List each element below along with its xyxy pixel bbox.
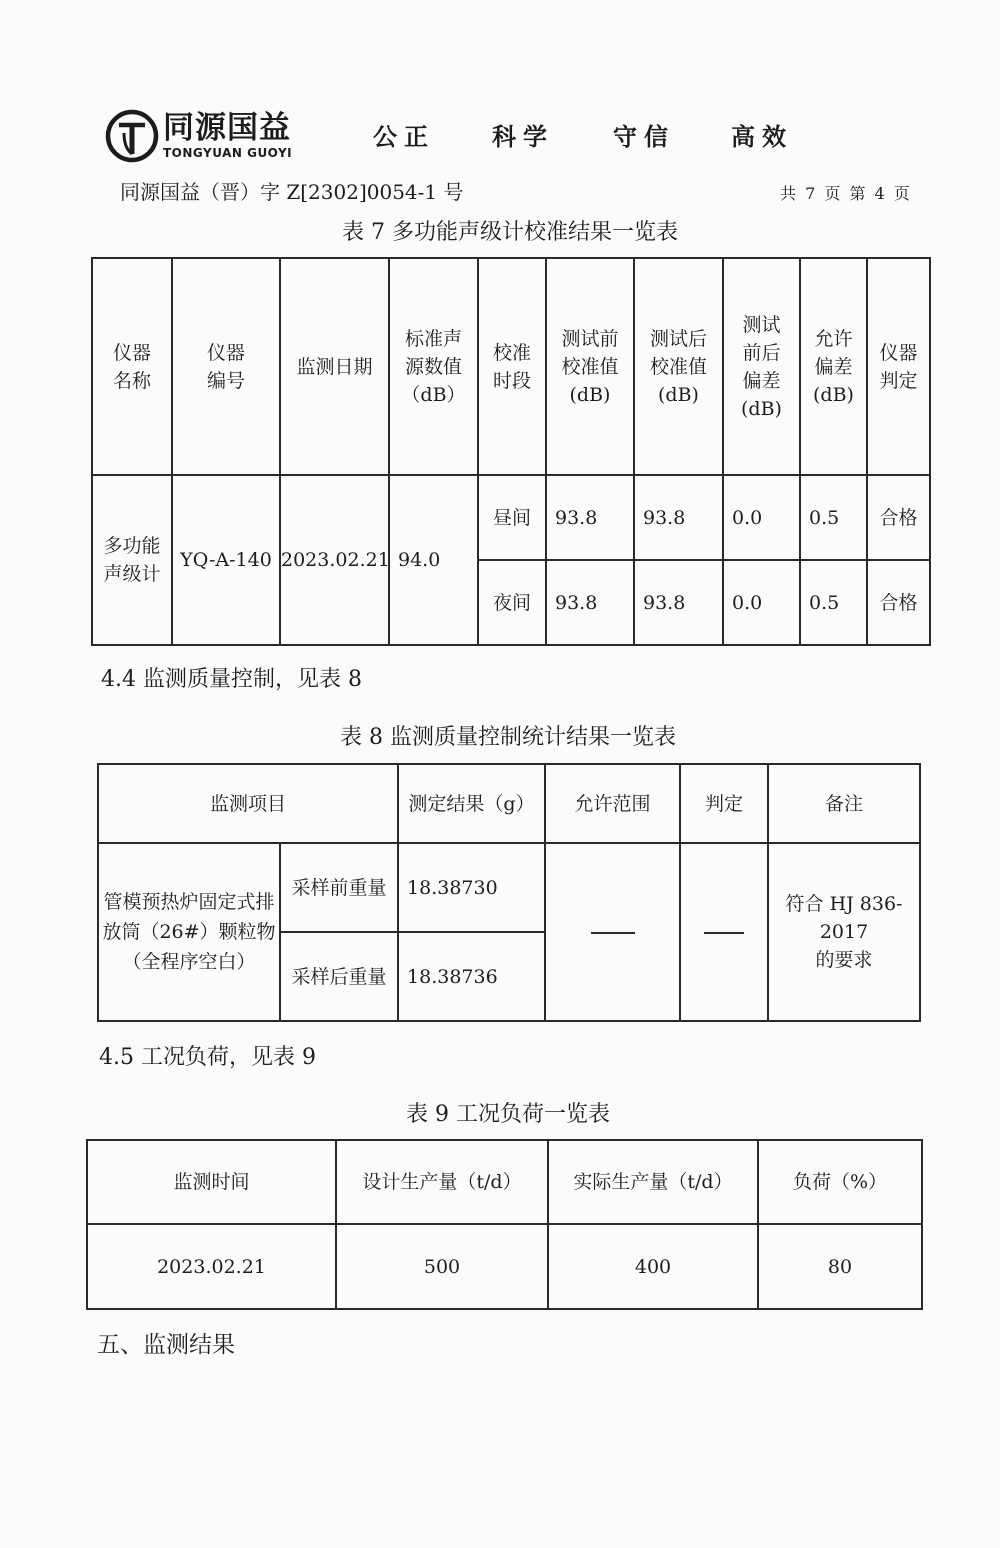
table8-header-cell: 监测项目 (98, 764, 398, 843)
table7-header-cell: 测试前 校准值 (dB) (546, 258, 634, 475)
after-value: 93.8 (634, 475, 723, 560)
table9-header-cell: 负荷（%） (758, 1140, 922, 1224)
company-name-en: TONGYUAN GUOYI (163, 146, 293, 160)
weight-value: 18.38730 (398, 843, 545, 932)
table8-header-cell: 备注 (768, 764, 920, 843)
weight-value: 18.38736 (398, 932, 545, 1021)
table-row (87, 1224, 922, 1309)
table7-header-cell: 标准声 源数值 （dB） (389, 258, 478, 475)
table7-calibration (91, 257, 931, 646)
motto-item: 高效 (731, 123, 793, 151)
monitoring-item: 管模预热炉固定式排 放筒（26#）颗粒物 （全程序空白） (98, 843, 280, 1021)
after-value: 93.8 (634, 560, 723, 645)
table7-header-cell: 仪器 判定 (867, 258, 930, 475)
table-row (98, 843, 920, 932)
allowed-deviation: 0.5 (800, 475, 867, 560)
section-4-4-heading: 4.4 监测质量控制，见表 8 (101, 667, 362, 692)
deviation-value: 0.0 (723, 475, 800, 560)
table7-header-cell: 测试 前后 偏差 (dB) (723, 258, 800, 475)
motto-item: 守信 (613, 123, 675, 151)
table7-header-cell: 校准 时段 (478, 258, 546, 475)
table7-header-cell: 仪器 编号 (172, 258, 280, 475)
deviation-value: 0.0 (723, 560, 800, 645)
company-name-cn: 同源国益 (163, 110, 291, 146)
table9-header-cell: 监测时间 (87, 1140, 336, 1224)
judgement: 合格 (867, 475, 930, 560)
motto-item: 公正 (373, 123, 435, 151)
instrument-name: 多功能 声级计 (92, 475, 172, 645)
judgement: 合格 (867, 560, 930, 645)
table9-header-cell: 实际生产量（t/d） (548, 1140, 758, 1224)
table-row (92, 475, 930, 560)
dash-mark (704, 932, 744, 934)
table9-caption: 表 9 工况负荷一览表 (406, 1102, 610, 1127)
table9-working-load (86, 1139, 923, 1310)
standard-value: 94.0 (389, 475, 478, 645)
calibration-period: 夜间 (478, 560, 546, 645)
remark: 符合 HJ 836-2017 的要求 (768, 843, 920, 1021)
calibration-period: 昼间 (478, 475, 546, 560)
judgement (680, 843, 768, 1021)
table8-header-cell: 允许范围 (545, 764, 680, 843)
monitoring-date: 2023.02.21 (280, 475, 389, 645)
design-output: 500 (336, 1224, 548, 1309)
document-number: 同源国益（晋）字 Z[2302]0054-1 号 (120, 180, 464, 204)
company-logo-icon (104, 108, 160, 164)
table8-caption: 表 8 监测质量控制统计结果一览表 (340, 725, 676, 750)
motto-item: 科学 (492, 123, 554, 151)
table8-header-cell: 测定结果（g） (398, 764, 545, 843)
allowed-deviation: 0.5 (800, 560, 867, 645)
before-value: 93.8 (546, 475, 634, 560)
section-5-heading: 五、监测结果 (97, 1332, 235, 1358)
monitoring-time: 2023.02.21 (87, 1224, 336, 1309)
table9-header-cell: 设计生产量（t/d） (336, 1140, 548, 1224)
section-4-5-heading: 4.5 工况负荷，见表 9 (99, 1045, 316, 1070)
table7-header-cell: 测试后 校准值 (dB) (634, 258, 723, 475)
table7-header-cell: 允许 偏差 (dB) (800, 258, 867, 475)
table7-header-cell: 监测日期 (280, 258, 389, 475)
dash-mark (591, 932, 635, 934)
table8-quality-control (97, 763, 921, 1022)
before-value: 93.8 (546, 560, 634, 645)
allowed-range (545, 843, 680, 1021)
table7-caption: 表 7 多功能声级计校准结果一览表 (342, 220, 678, 245)
table7-header-cell: 仪器 名称 (92, 258, 172, 475)
load-percent: 80 (758, 1224, 922, 1309)
table8-header-cell: 判定 (680, 764, 768, 843)
weight-label: 采样前重量 (280, 843, 398, 932)
actual-output: 400 (548, 1224, 758, 1309)
weight-label: 采样后重量 (280, 932, 398, 1021)
instrument-number: YQ-A-140 (172, 475, 280, 645)
page-info: 共 7 页 第 4 页 (780, 184, 910, 203)
